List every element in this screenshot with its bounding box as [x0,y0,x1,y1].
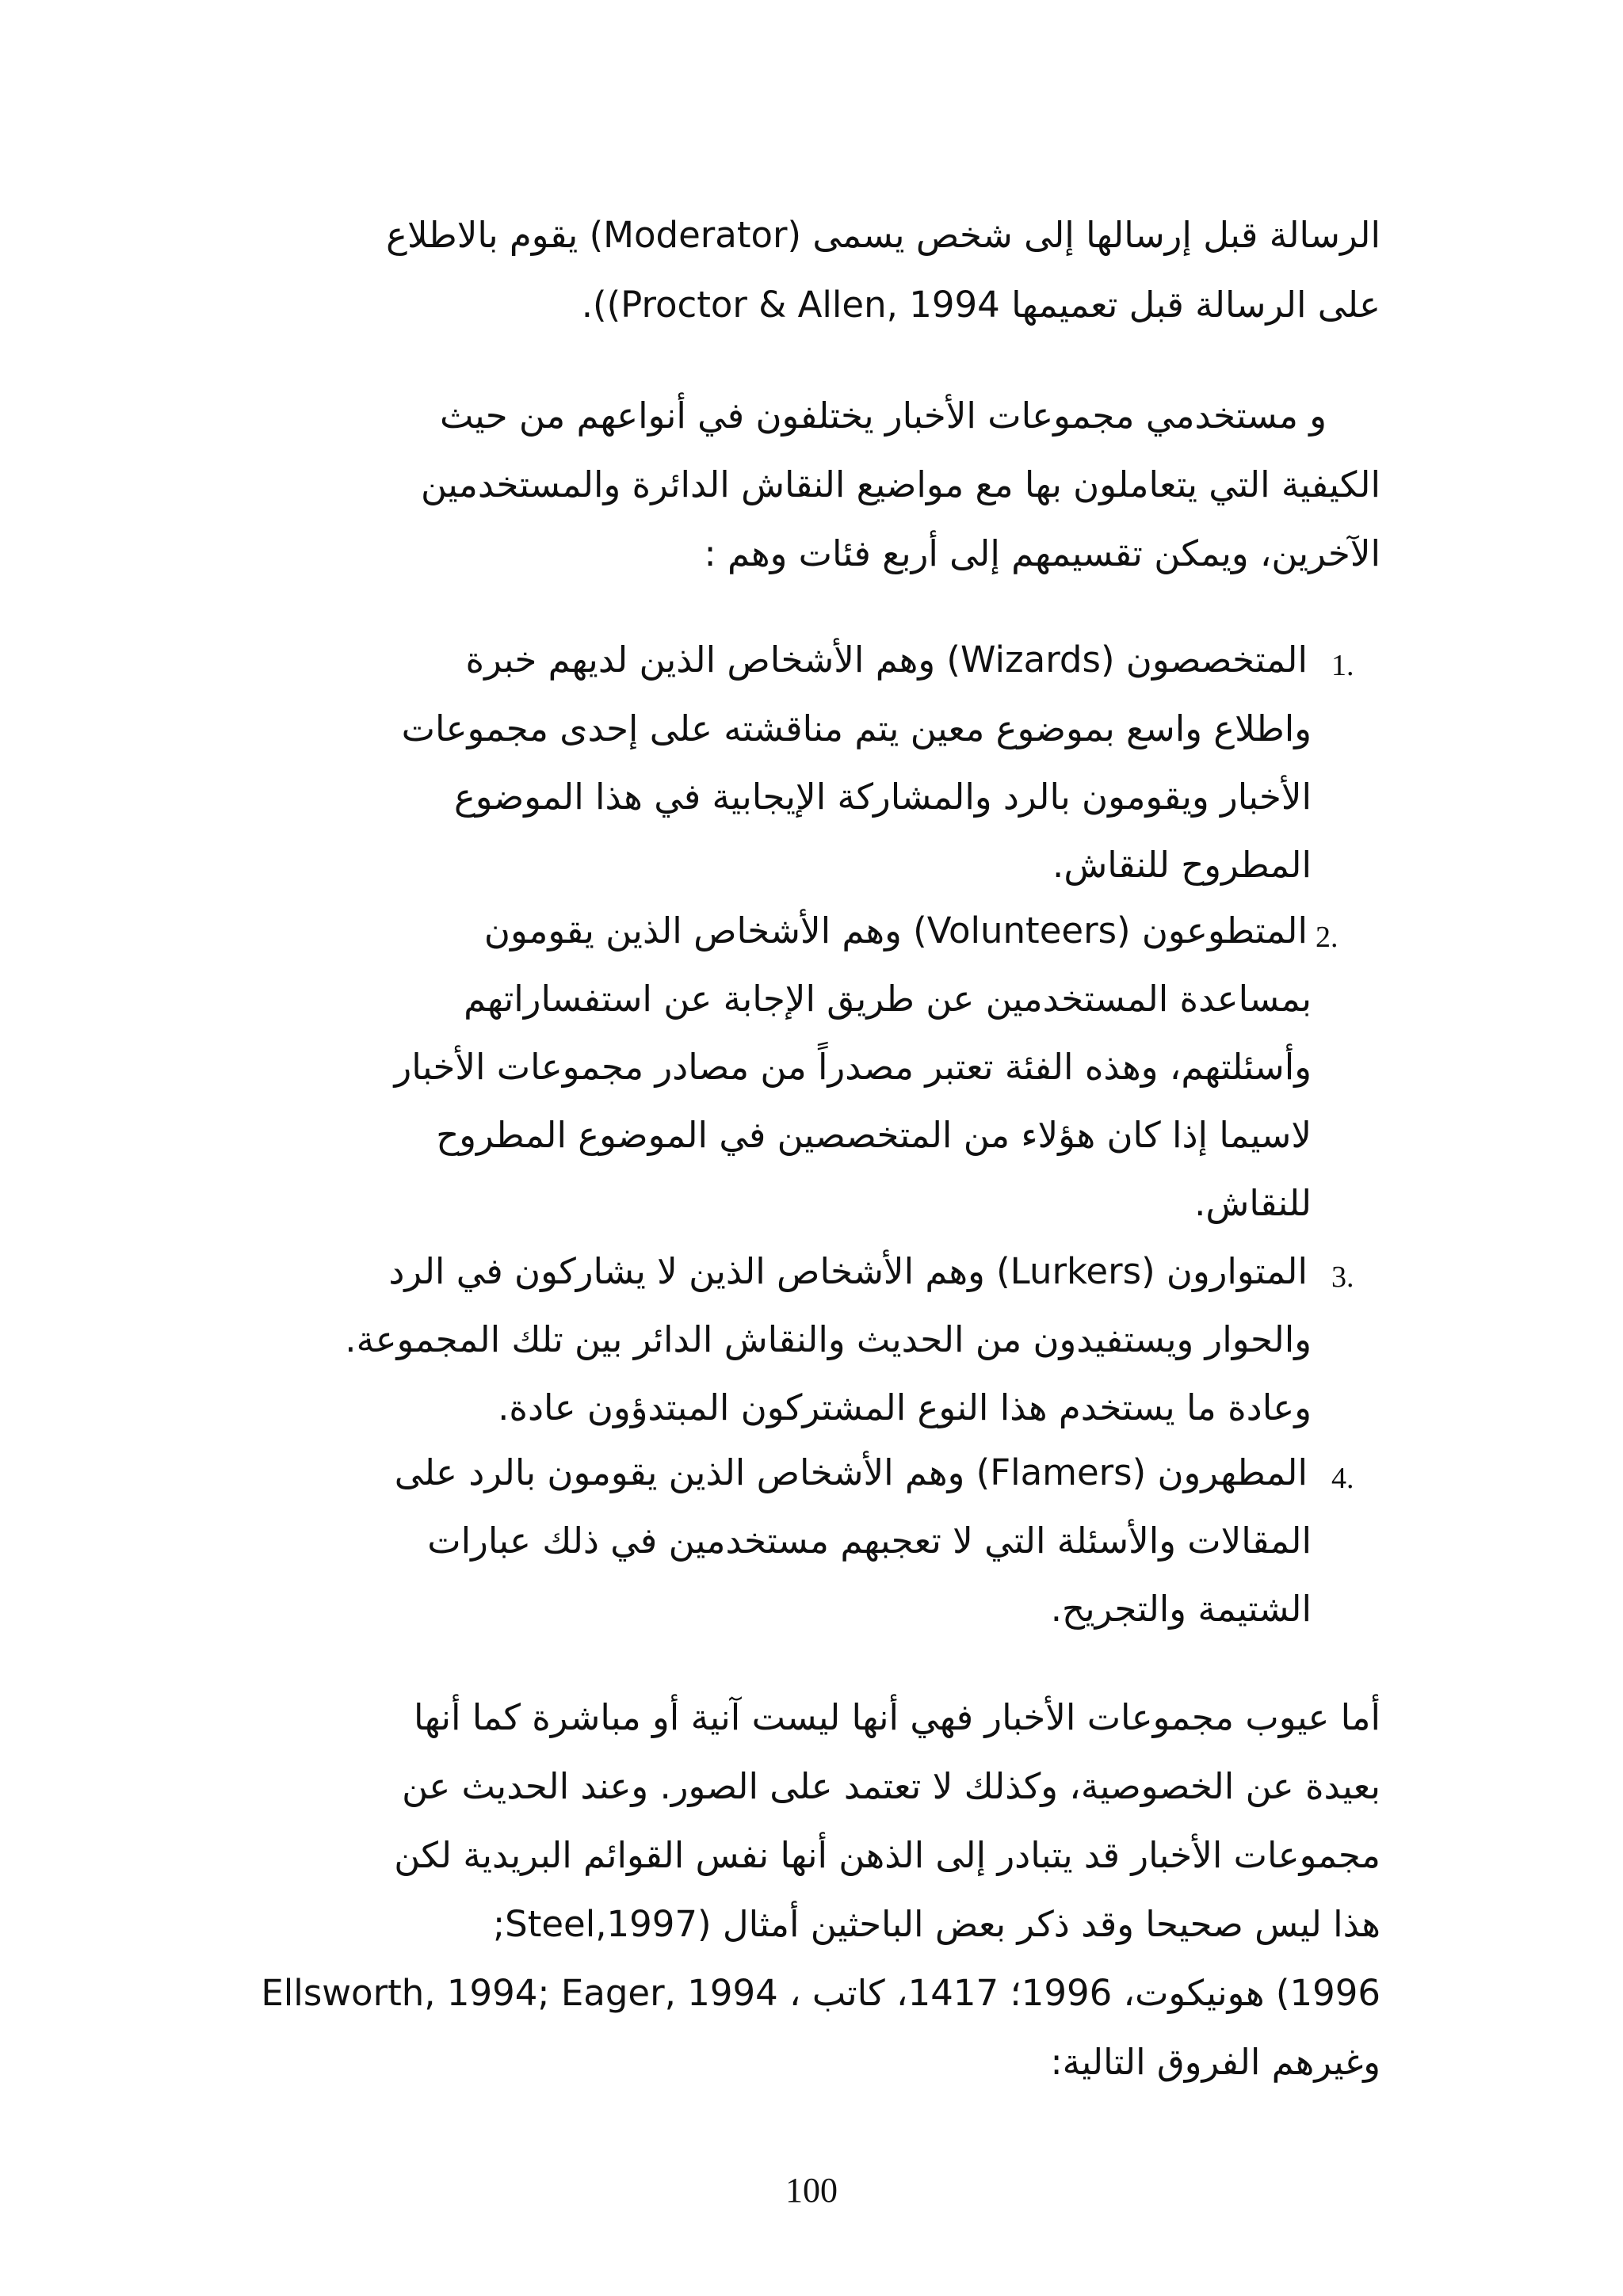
list-item-1-line-2: واطلاع واسع بموضوع معين يتم مناقشته على إحدى مجموعات [401,707,1312,749]
paragraph-2-line-2: الكيفية التي يتعاملون بها مع مواضيع النقاش الدائرة والمستخدمين [420,463,1381,505]
list-item-2-line-5: للنقاش. [1194,1182,1312,1224]
list-item-2-number: 2. [1316,921,1338,954]
list-item-3-line-3: وعادة ما يستخدم هذا النوع المشتركون المبتدؤون عادة. [498,1386,1312,1428]
paragraph-1-line-1: الرسالة قبل إرسالها إلى شخص يسمى (Moderator) يقوم بالاطلاع [386,214,1381,256]
list-item-1-number: 1. [1331,649,1354,682]
list-item-1-line-1: المتخصصون (Wizards) وهم الأشخاص الذين لديهم خبرة [465,639,1308,681]
list-item-3-line-1: المتوارون (Lurkers) وهم الأشخاص الذين لا يشاركون في الرد [388,1250,1308,1292]
paragraph-3-line-1: أما عيوب مجموعات الأخبار فهي أنها ليست آنية أو مباشرة كما أنها [413,1696,1381,1738]
list-item-4-line-2: المقالات والأسئلة التي لا تعجبهم مستخدمين في ذلك عبارات [427,1520,1312,1562]
list-item-3-line-2: والحوار ويستفيدون من الحديث والنقاش الدائر بين تلك المجموعة. [345,1318,1312,1360]
paragraph-3-line-4: هذا ليس صحيحا وقد ذكر بعض الباحثين أمثال (Steel,1997; [492,1903,1381,1945]
list-item-2-line-3: وأسئلتهم، وهذه الفئة تعتبر مصدراً من مصادر مجموعات الأخبار [394,1046,1312,1088]
list-item-2-line-2: بمساعدة المستخدمين عن طريق الإجابة عن استفساراتهم [464,978,1312,1020]
list-item-4-number: 4. [1331,1462,1354,1495]
list-item-1-line-4: المطروح للنقاش. [1052,844,1312,886]
list-item-4-line-1: المطهرون (Flamers) وهم الأشخاص الذين يقومون بالرد على [394,1451,1308,1493]
list-item-2-line-4: لاسيما إذا كان هؤلاء من المتخصصين في الموضوع المطروح [436,1114,1312,1156]
page-number: 100 [785,2171,838,2210]
list-item-1-line-3: الأخبار ويقومون بالرد والمشاركة الإيجابية في هذا الموضوع [453,776,1312,818]
list-item-2-line-1: المتطوعون (Volunteers) وهم الأشخاص الذين يقومون [483,910,1308,952]
paragraph-3-line-6: وغيرهم الفروق التالية: [1050,2041,1381,2083]
paragraph-1-line-2: على الرسالة قبل تعميمها Proctor & Allen, 1994)). [581,284,1381,326]
paragraph-3-line-2: بعيدة عن الخصوصية، وكذلك لا تعتمد على الصور. وعند الحديث عن [402,1765,1381,1807]
paragraph-3-line-5: 1996) هونيكوت، 1996؛ 1417، كاتب ، Ellsworth, 1994; Eager, 1994 [261,1972,1381,2014]
paragraph-2-line-1: و مستخدمي مجموعات الأخبار يختلفون في أنواعهم من حيث [439,395,1327,437]
list-item-4-line-3: الشتيمة والتجريح. [1050,1588,1312,1630]
list-item-3-number: 3. [1331,1261,1354,1294]
paragraph-3-line-3: مجموعات الأخبار قد يتبادر إلى الذهن أنها نفس القوائم البريدية لكن [394,1834,1381,1876]
paragraph-2-line-3: الآخرين، ويمكن تقسيمهم إلى أربع فئات وهم : [704,532,1381,574]
